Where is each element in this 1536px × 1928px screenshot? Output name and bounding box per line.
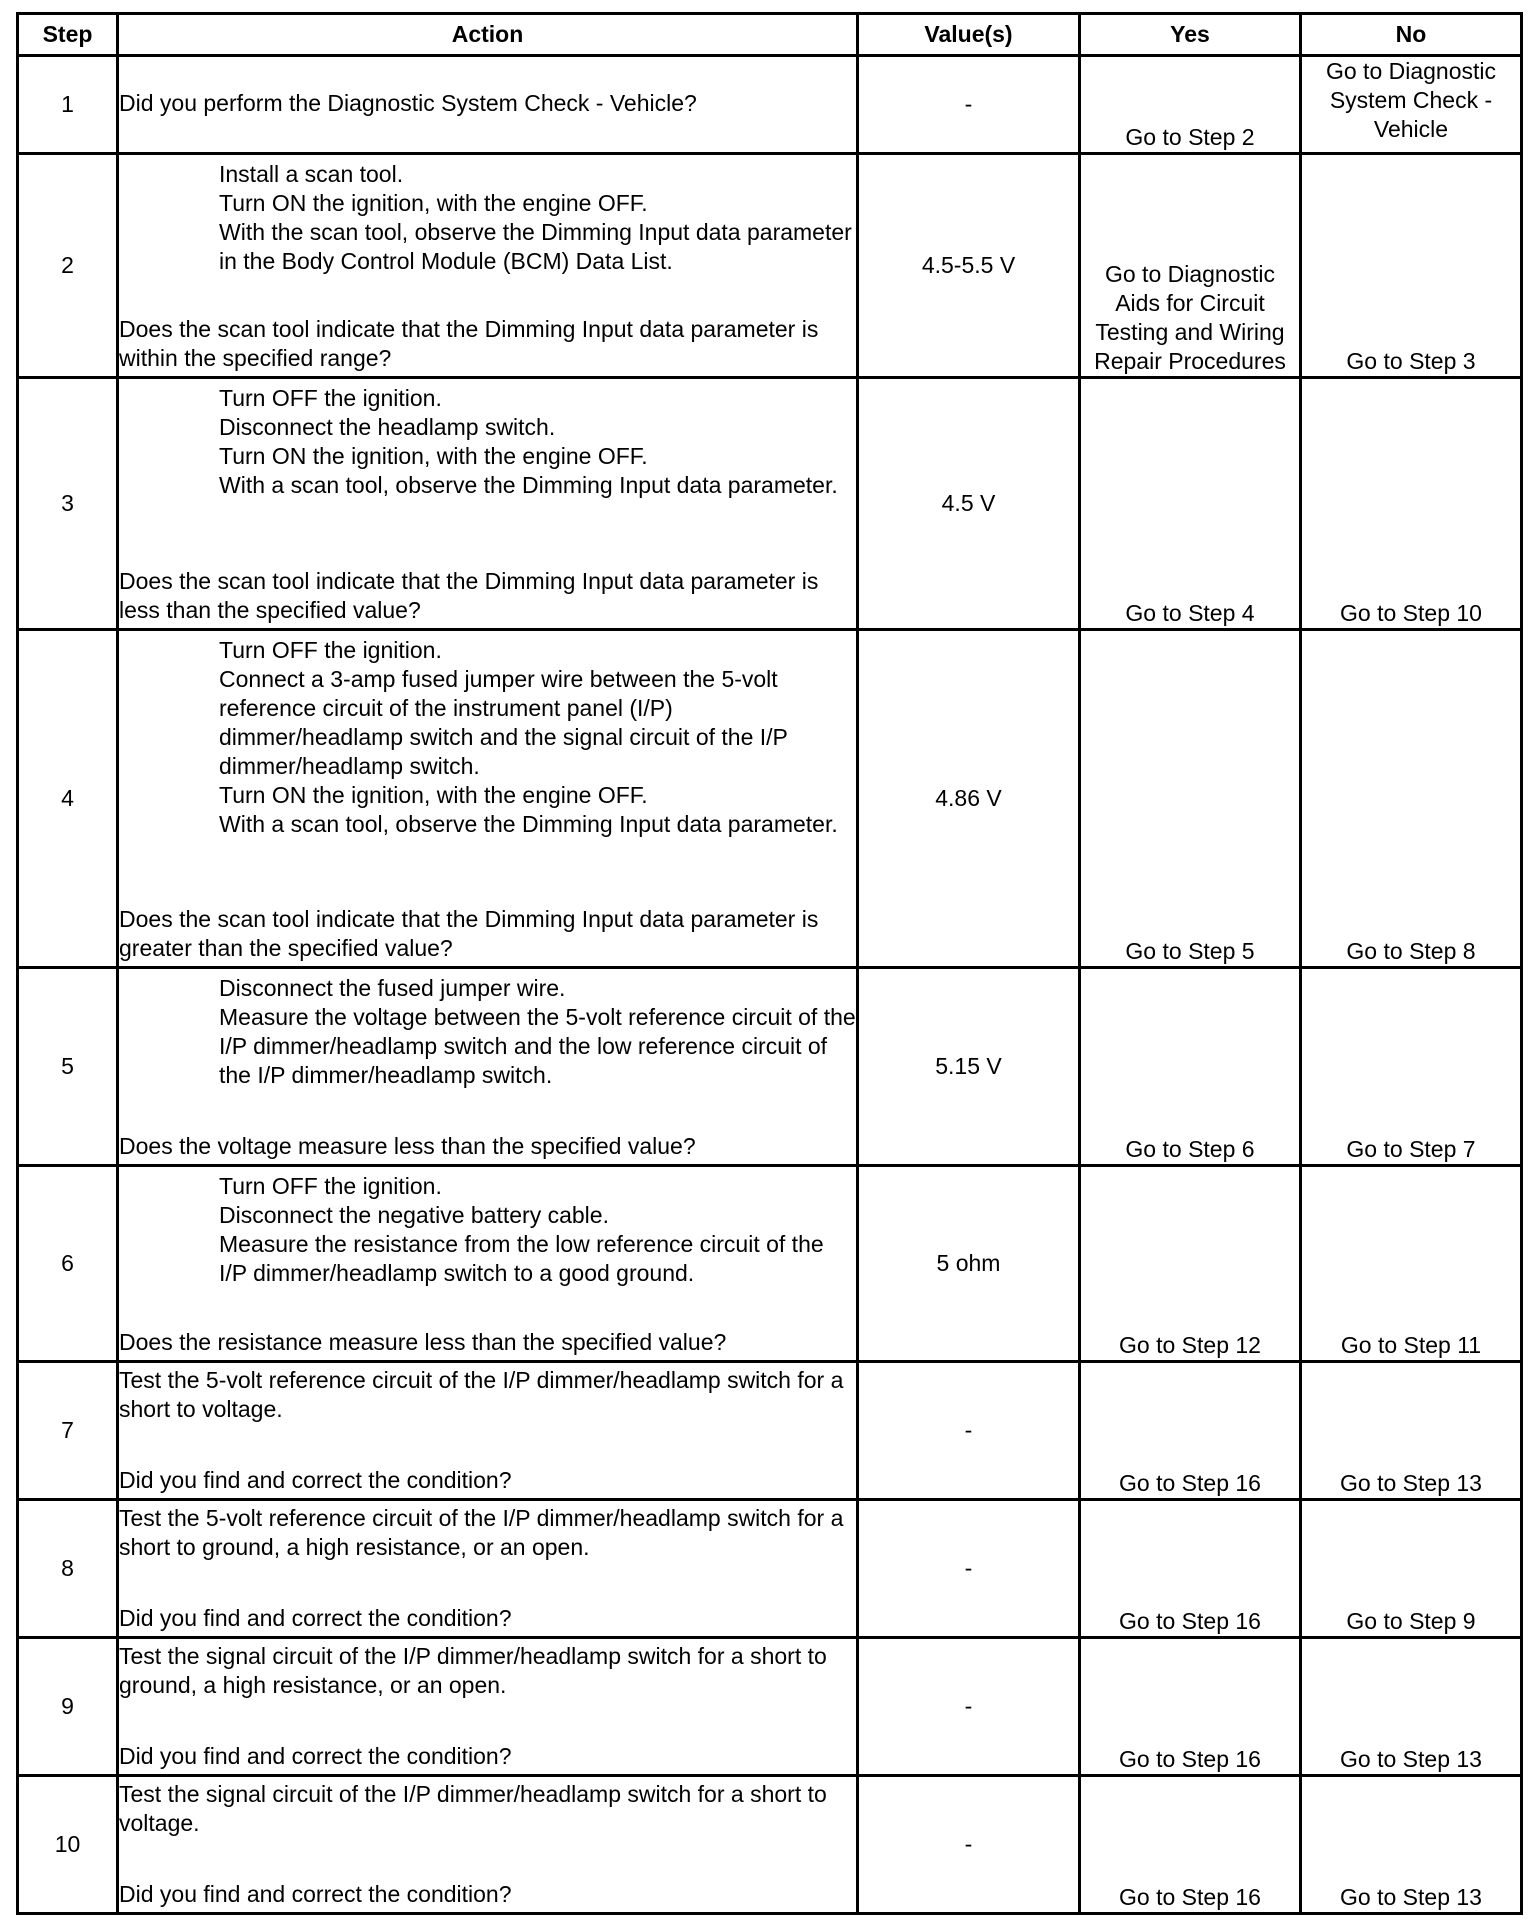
instruction-line: Turn OFF the ignition. <box>219 1173 442 1199</box>
step-number: 8 <box>18 1500 118 1638</box>
action-cell <box>118 630 858 968</box>
question-text: Did you find and correct the condition? <box>119 1467 512 1493</box>
step-number: 5 <box>18 968 118 1166</box>
header-yes: Yes <box>1080 14 1301 56</box>
instruction-line: With the scan tool, observe the Dimming Input data parameter in the Body Control Module (BCM) Data List. <box>219 219 852 274</box>
step-number: 4 <box>18 630 118 968</box>
no-result: Go to Step 9 <box>1301 1500 1522 1638</box>
value-cell: - <box>858 1776 1080 1914</box>
yes-result: Go to Step 16 <box>1080 1638 1301 1776</box>
no-result: Go to Step 13 <box>1301 1362 1522 1500</box>
action-instructions <box>119 1780 856 1838</box>
instruction-line: Connect a 3-amp fused jumper wire between the 5-volt reference circuit of the instrument panel (I/P) dimmer/headlamp switch and the signal circuit of the I/P dimmer/headlamp switch. <box>219 666 788 779</box>
value-cell: 4.5-5.5 V <box>858 154 1080 378</box>
yes-result: Go to Step 6 <box>1080 968 1301 1166</box>
instruction-line: Install a scan tool. <box>219 161 404 187</box>
action-content <box>119 1501 856 1633</box>
yes-result: Go to Step 2 <box>1080 56 1301 154</box>
value-cell: - <box>858 56 1080 154</box>
table-row <box>18 1638 1522 1776</box>
no-result: Go to Diagnostic System Check - Vehicle <box>1301 56 1522 154</box>
table-row <box>18 1500 1522 1638</box>
no-result: Go to Step 11 <box>1301 1166 1522 1362</box>
yes-result: Go to Step 5 <box>1080 630 1301 968</box>
yes-result: Go to Step 16 <box>1080 1776 1301 1914</box>
header-value: Value(s) <box>858 14 1080 56</box>
action-instructions <box>119 1172 856 1288</box>
yes-result: Go to Step 4 <box>1080 378 1301 630</box>
action-instructions <box>119 1504 856 1562</box>
step-number: 9 <box>18 1638 118 1776</box>
header-no: No <box>1301 14 1522 56</box>
value-cell: - <box>858 1362 1080 1500</box>
question-text: Does the voltage measure less than the specified value? <box>119 1133 696 1159</box>
action-content <box>119 969 856 1161</box>
question-text: Does the scan tool indicate that the Dimming Input data parameter is within the specified range? <box>119 316 819 371</box>
action-instructions <box>119 160 856 276</box>
instruction-text: Test the 5-volt reference circuit of the I/P dimmer/headlamp switch for a short to ground, a high resistance, or an open. <box>119 1505 844 1560</box>
action-instructions <box>119 974 856 1090</box>
step-number: 1 <box>18 56 118 154</box>
instruction-line: Turn ON the ignition, with the engine OFF. <box>219 190 648 216</box>
action-cell <box>118 378 858 630</box>
table-row <box>18 378 1522 630</box>
action-cell <box>118 1362 858 1500</box>
question-text: Did you find and correct the condition? <box>119 1743 512 1769</box>
step-number: 3 <box>18 378 118 630</box>
question-text: Did you find and correct the condition? <box>119 1881 512 1907</box>
action-content <box>119 379 856 625</box>
yes-result: Go to Step 12 <box>1080 1166 1301 1362</box>
step-number: 7 <box>18 1362 118 1500</box>
value-cell: 5.15 V <box>858 968 1080 1166</box>
step-number: 10 <box>18 1776 118 1914</box>
action-cell <box>118 1166 858 1362</box>
question-text: Does the resistance measure less than the specified value? <box>119 1329 727 1355</box>
value-cell: - <box>858 1638 1080 1776</box>
table-row <box>18 1362 1522 1500</box>
no-result: Go to Step 13 <box>1301 1638 1522 1776</box>
yes-result: Go to Step 16 <box>1080 1500 1301 1638</box>
table-row <box>18 1776 1522 1914</box>
action-content <box>119 1363 856 1495</box>
table-row <box>18 56 1522 154</box>
action-cell <box>118 968 858 1166</box>
action-cell <box>118 56 858 154</box>
action-instructions <box>119 1366 856 1424</box>
no-result: Go to Step 7 <box>1301 968 1522 1166</box>
instruction-line: Turn OFF the ignition. <box>219 637 442 663</box>
question-text: Did you perform the Diagnostic System Check - Vehicle? <box>119 89 697 116</box>
action-content <box>119 1639 856 1771</box>
instruction-line: Disconnect the negative battery cable. <box>219 1202 609 1228</box>
step-number: 2 <box>18 154 118 378</box>
yes-result: Go to Step 16 <box>1080 1362 1301 1500</box>
action-content <box>119 57 856 149</box>
table-row <box>18 630 1522 968</box>
value-cell: - <box>858 1500 1080 1638</box>
table-row <box>18 968 1522 1166</box>
instruction-text: Test the 5-volt reference circuit of the I/P dimmer/headlamp switch for a short to voltage. <box>119 1367 844 1422</box>
instruction-line: Turn OFF the ignition. <box>219 385 442 411</box>
action-instructions <box>119 384 856 500</box>
table-row <box>18 1166 1522 1362</box>
action-instructions <box>119 636 856 839</box>
instruction-line: Turn ON the ignition, with the engine OFF. <box>219 782 648 808</box>
value-cell: 5 ohm <box>858 1166 1080 1362</box>
step-number: 6 <box>18 1166 118 1362</box>
action-content <box>119 631 856 963</box>
action-content <box>119 1167 856 1357</box>
instruction-line: Measure the resistance from the low reference circuit of the I/P dimmer/headlamp switch to a good ground. <box>219 1231 824 1286</box>
action-cell <box>118 1500 858 1638</box>
header-action: Action <box>118 14 858 56</box>
action-cell <box>118 154 858 378</box>
action-cell <box>118 1776 858 1914</box>
value-cell: 4.5 V <box>858 378 1080 630</box>
instruction-text: Test the signal circuit of the I/P dimmer/headlamp switch for a short to voltage. <box>119 1781 827 1836</box>
instruction-line: Disconnect the fused jumper wire. <box>219 975 566 1001</box>
question-text: Does the scan tool indicate that the Dimming Input data parameter is greater than the specified value? <box>119 906 819 961</box>
no-result: Go to Step 10 <box>1301 378 1522 630</box>
instruction-line: Turn ON the ignition, with the engine OFF. <box>219 443 648 469</box>
no-result: Go to Step 8 <box>1301 630 1522 968</box>
action-content <box>119 155 856 373</box>
instruction-line: With a scan tool, observe the Dimming Input data parameter. <box>219 472 838 498</box>
no-result: Go to Step 13 <box>1301 1776 1522 1914</box>
header-row <box>18 14 1522 56</box>
instruction-line: Measure the voltage between the 5-volt reference circuit of the I/P dimmer/headlamp switch and the low reference circuit of the I/P dimmer/headlamp switch. <box>219 1004 856 1088</box>
diagnostic-table <box>16 12 1523 1915</box>
yes-result: Go to Diagnostic Aids for Circuit Testing and Wiring Repair Procedures <box>1080 154 1301 378</box>
instruction-text: Test the signal circuit of the I/P dimmer/headlamp switch for a short to ground, a high resistance, or an open. <box>119 1643 827 1698</box>
table-row <box>18 154 1522 378</box>
action-content <box>119 1777 856 1909</box>
instruction-line: With a scan tool, observe the Dimming Input data parameter. <box>219 811 838 837</box>
question-text: Did you find and correct the condition? <box>119 1605 512 1631</box>
question-text: Does the scan tool indicate that the Dimming Input data parameter is less than the specified value? <box>119 568 819 623</box>
no-result: Go to Step 3 <box>1301 154 1522 378</box>
value-cell: 4.86 V <box>858 630 1080 968</box>
instruction-line: Disconnect the headlamp switch. <box>219 414 556 440</box>
action-cell <box>118 1638 858 1776</box>
action-instructions <box>119 1642 856 1700</box>
header-step: Step <box>18 14 118 56</box>
